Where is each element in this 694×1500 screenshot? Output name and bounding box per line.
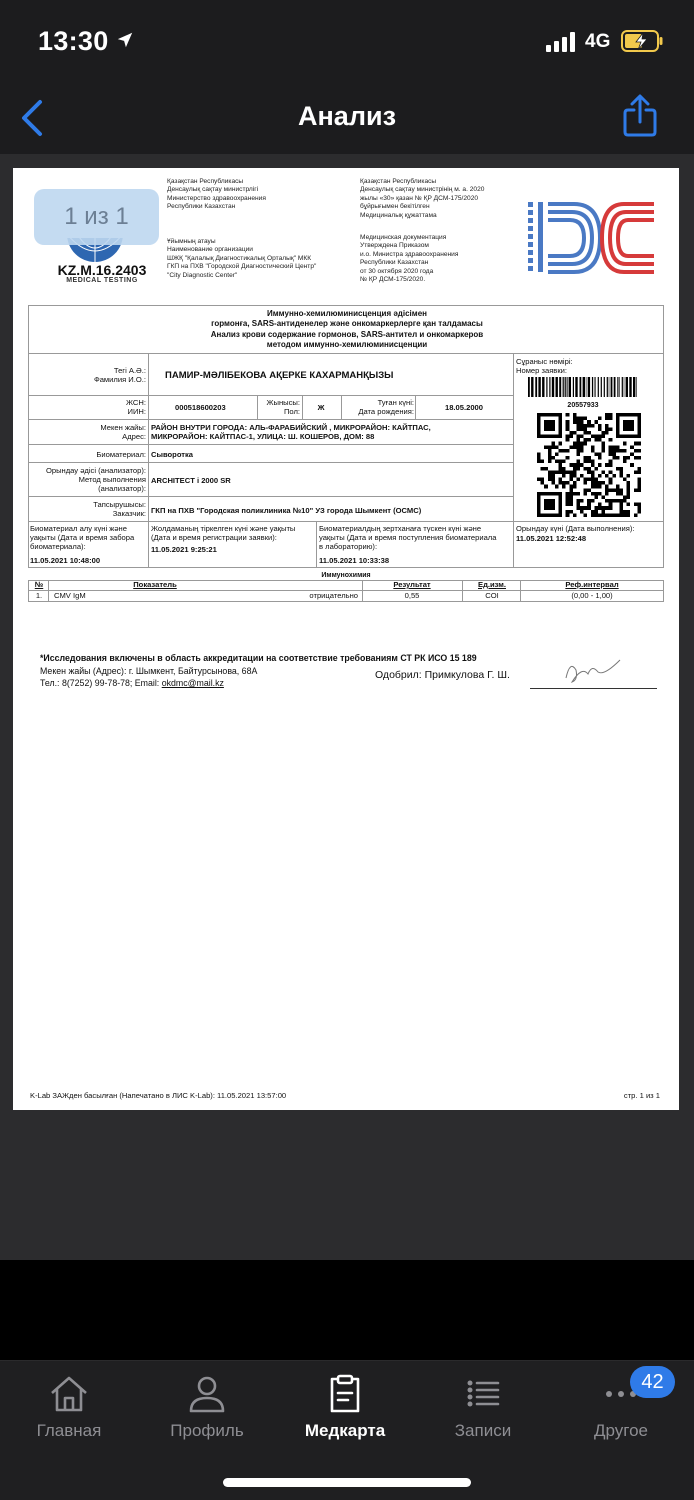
viewer-bottom-area: [0, 1260, 694, 1360]
battery-charging-icon: [621, 30, 663, 52]
accreditation-note: *Исследования включены в область аккредитации на соответствие требованиям СТ РК ИСО 15 189: [40, 653, 477, 663]
organization-name: Ұйымның атауы Наименование организации ШЖҚ "Қалалық Диагностикалық Орталық" МКК ГКП на ПХВ "Городской Диагностический Центр" "City Diagnostic Center": [167, 238, 317, 279]
print-info: K-Lab ЗАЖден басылған (Напечатано в ЛИС K-Lab): 11.05.2021 13:57:00: [30, 1091, 287, 1100]
label-iin: ЖСН: ИИН:: [125, 398, 146, 416]
label-name: Тегі А.Ә.: Фамилия И.О.:: [93, 366, 146, 384]
section-title: Иммунохимия: [321, 572, 371, 579]
label-sex: Жынысы: Пол:: [266, 398, 300, 416]
tab-records-label: Записи: [454, 1421, 512, 1440]
patient-sex: Ж: [317, 403, 325, 412]
list-icon: [462, 1373, 504, 1415]
label-biomaterial: Биоматериал:: [96, 450, 146, 459]
page-indicator: 1 из 1: [34, 189, 159, 245]
col-indicator: Показатель: [133, 580, 177, 589]
label-method: Орындау әдісі (анализатор): Метод выполнения (анализатор):: [45, 466, 146, 493]
label-register-datetime: Жолдаманың тіркелген күні және уақыты (Дата и время регистрации заявки):: [151, 524, 296, 542]
patient-iin: 000518600203: [175, 403, 226, 412]
tab-home-label: Главная: [36, 1421, 102, 1440]
patient-name: ПАМИР-МӘЛІБЕКОВА АҚЕРКЕ КАХАРМАНҚЫЗЫ: [165, 370, 394, 381]
patient-dob: 18.05.2000: [444, 403, 483, 412]
col-number: №: [34, 580, 44, 589]
signature: [558, 656, 624, 688]
request-barcode: [528, 377, 640, 397]
label-customer: Тапсырушысы: Заказчик:: [93, 500, 146, 518]
ministry-header-right: Қазақстан Республикасы Денсаулық сақтау министрінің м. а. 2020 жылы «30» қазан № ҚР ДСМ-175/2020 бұйрығымен бекітілген Медициналық құжаттама: [360, 178, 485, 219]
label-done-datetime: Орындау күні (Дата выполнения):: [516, 524, 635, 533]
accreditation-sub: MEDICAL TESTING: [66, 277, 138, 284]
page-number: стр. 1 из 1: [623, 1091, 660, 1100]
home-indicator: [223, 1478, 471, 1487]
lab-email-link[interactable]: okdmc@mail.kz: [161, 678, 224, 688]
received-datetime: 11.05.2021 10:33:38: [319, 556, 390, 565]
tab-home[interactable]: [0, 1361, 138, 1461]
row-unit: COI: [485, 591, 499, 600]
patient-address: РАЙОН ВНУТРИ ГОРОДА: АЛЬ-ФАРАБИЙСКИЙ , МИКРОРАЙОН: КАЙТПАС, МИКРОРАЙОН: КАЙТПАС-1, УЛИЦА: Ш. КОШЕРОВ, ДОМ: 88: [151, 423, 431, 441]
document-approval: Медицинская документация Утверждена Приказом и.о. Министра здравоохранения Республики Казахстан от 30 октября 2020 года № ҚР ДСМ-175/2020.: [360, 234, 459, 284]
ministry-header-left: Қазақстан Республикасы Денсаулық сақтау министрлігі Министерство здравоохранения Республики Казахстан: [167, 178, 266, 211]
label-address: Мекен жайы: Адрес:: [100, 423, 146, 441]
accreditation-code: KZ.M.16.2403: [57, 262, 147, 278]
tab-profile[interactable]: [138, 1361, 276, 1461]
biomaterial: Сыворотка: [151, 450, 194, 459]
label-received-datetime: Биоматериалдың зертханаға түскен күні және уақыты (Дата и время поступления биоматериала в лабораторию):: [319, 524, 497, 551]
lab-contacts: [40, 679, 340, 688]
tab-medcard[interactable]: [276, 1361, 414, 1461]
col-ref-interval: Реф.интервал: [565, 580, 619, 589]
signal-icon: [546, 32, 576, 52]
profile-icon: [186, 1373, 228, 1415]
network-type: 4G: [585, 31, 611, 52]
notification-badge: 42: [630, 1366, 675, 1398]
status-bar: [0, 0, 694, 84]
analysis-title: Иммунно-хемилюминисценция әдісімен гормонға, SARS-антиденелер және онкомаркерлерге қан талдамасы Анализ крови содержание гормонов, SARS-антител и онкомаркеров методом иммунно-хемилюминисценции: [210, 309, 484, 350]
done-datetime: 11.05.2021 12:52:48: [516, 534, 587, 543]
lab-address: Мекен жайы (Адрес): г. Шымкент, Байтурсынова, 68А: [40, 666, 258, 676]
tab-medcard-label: Медкарта: [304, 1421, 386, 1440]
page-title: Анализ: [298, 101, 396, 131]
medcard-icon: [324, 1373, 366, 1415]
approved-by: Одобрил: Примкулова Г. Ш.: [375, 669, 510, 681]
row-qualitative: отрицательно: [309, 591, 358, 600]
analyzer-method: ARCHITECT i 2000 SR: [151, 476, 231, 485]
col-result: Результат: [393, 580, 431, 589]
lab-phone: Тел.: 8(7252) 99-78-78; Email:: [40, 678, 162, 688]
row-ref-interval: (0,00 - 1,00): [571, 591, 613, 600]
home-icon: [48, 1373, 90, 1415]
request-number: 20557933: [567, 402, 599, 409]
row-indicator: CMV IgM: [54, 591, 86, 600]
tab-profile-label: Профиль: [170, 1421, 244, 1440]
location-arrow-icon: [116, 31, 134, 49]
col-unit: Ед.изм.: [478, 580, 506, 589]
status-time: 13:30: [38, 26, 109, 56]
city-diagnostic-center-logo: [528, 200, 656, 280]
register-datetime: 11.05.2021 9:25:21: [151, 545, 217, 554]
customer: ГКП на ПХВ "Городская поликлиника №10" УЗ города Шымкент (ОСМС): [151, 506, 422, 515]
nav-bar: [0, 84, 694, 154]
row-number: 1.: [35, 591, 43, 600]
collect-datetime: 11.05.2021 10:48:00: [30, 556, 101, 565]
label-dob: Туған күні: Дата рождения:: [358, 398, 414, 416]
share-icon[interactable]: [622, 94, 658, 138]
label-collect-datetime: Биоматериал алу күні және уақыты (Дата и время забора биоматериала):: [30, 524, 135, 551]
row-result: 0,55: [404, 591, 420, 600]
tab-records[interactable]: [414, 1361, 552, 1461]
tab-other-label: Другое: [593, 1421, 648, 1440]
label-request-number: Сұраныс нөмірі: Номер заявки:: [516, 357, 573, 375]
result-qr-code: [537, 413, 641, 517]
